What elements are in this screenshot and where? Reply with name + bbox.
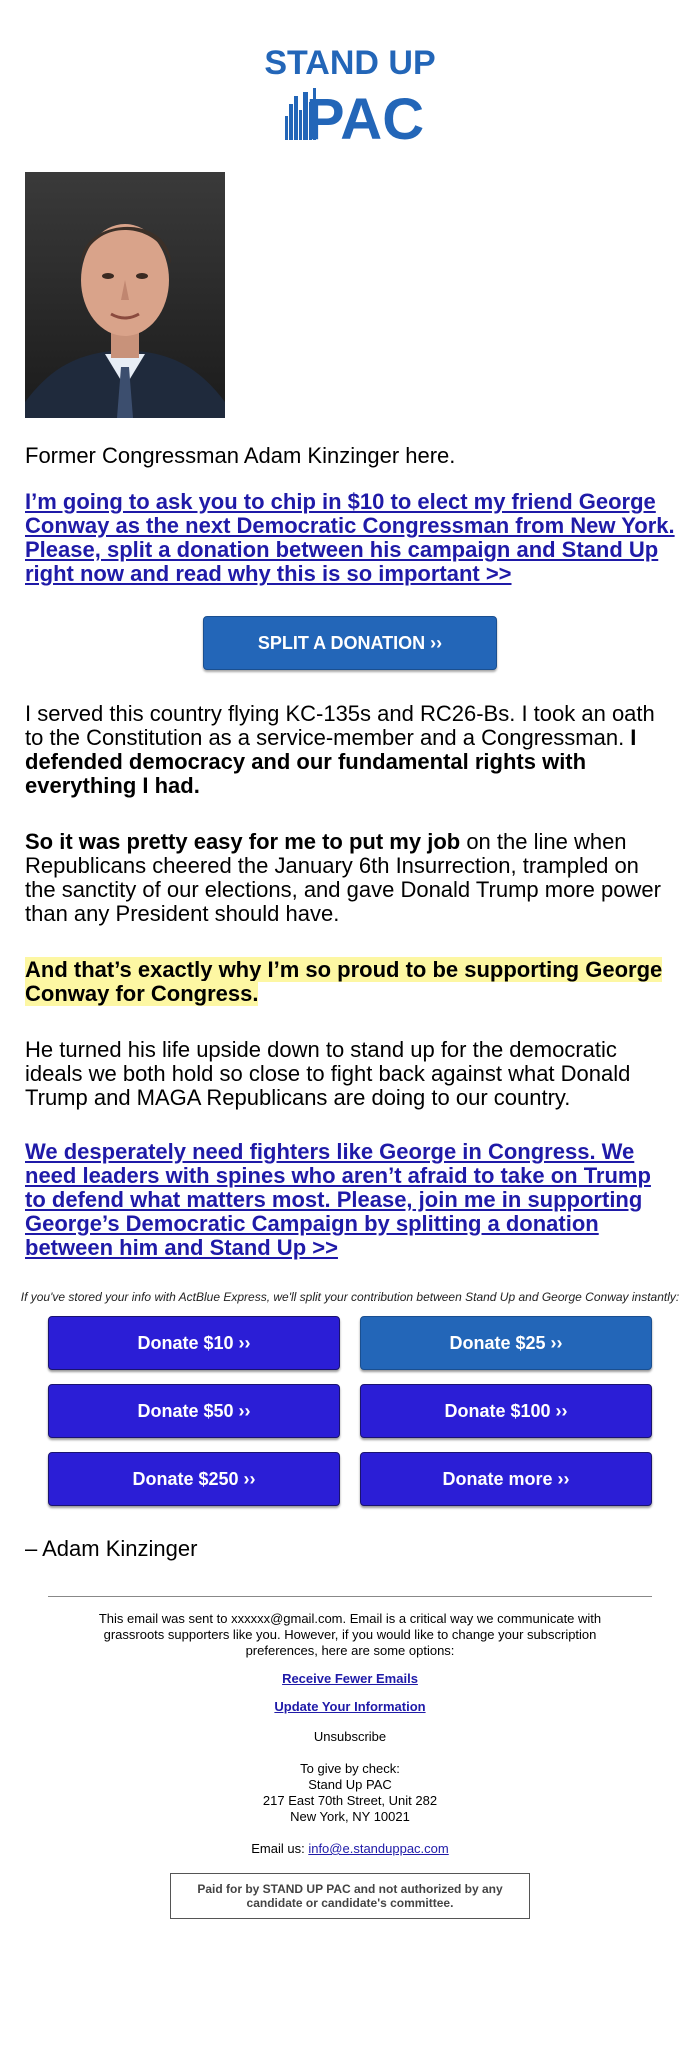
actblue-note: If you've stored your info with ActBlue Express, we'll split your contribution between Stand Up and George Conway instantly: [20,1290,680,1304]
paid-for-disclaimer: Paid for by STAND UP PAC and not authorized by any candidate or candidate's committee. [170,1873,530,1919]
donate-50-button[interactable]: Donate $50 ›› [48,1384,340,1438]
contact-email [70,1841,630,1857]
donate-25-button[interactable]: Donate $25 ›› [360,1316,652,1370]
paragraph-job [25,830,675,926]
stand-up-pac-logo[interactable] [0,0,700,152]
split-donation-button[interactable]: SPLIT A DONATION ›› [203,616,497,670]
donate-more-button[interactable]: Donate more ›› [360,1452,652,1506]
signature: – Adam Kinzinger [25,1536,198,1561]
email-link[interactable]: info@e.standuppac.com [308,1841,449,1856]
fighters-link[interactable]: We desperately need fighters like George in Congress. We need leaders with spines who aren’t afraid to take on Trump to defend what matters most. Please, join me in supporting George’s Democratic Campaign by splitting a donation between him and Stand Up >> [25,1139,651,1260]
paragraph-job-bold: So it was pretty easy for me to put my job [25,829,461,854]
paragraph-job-plain: on the line when Republicans cheered the January 6th Insurrection, trampled on the sanctity of our elections, and gave Donald Trump more power than any President should have. [25,829,661,926]
portrait-photo-icon [25,172,225,418]
donate-250-button[interactable]: Donate $250 ›› [48,1452,340,1506]
check-street: 217 East 70th Street, Unit 282 [262,1793,438,1808]
receive-fewer-emails-link[interactable]: Receive Fewer Emails [282,1671,418,1686]
logo-line1: STAND UP [264,44,436,82]
donate-10-button[interactable]: Donate $10 ›› [48,1316,340,1370]
highlighted-support-text: And that’s exactly why I’m so proud to be supporting George Conway for Congress. [25,957,663,1006]
intro-text: Former Congressman Adam Kinzinger here. [25,443,456,468]
paragraph-support [25,958,675,1006]
paragraph-service-bold: I defended democracy and our fundamental rights with everything I had. [25,725,637,798]
logo-line2: PAC [305,87,425,152]
logo-graphic [264,44,436,152]
paragraph-service [25,702,675,798]
check-label: To give by check: [300,1761,400,1776]
update-information-link[interactable]: Update Your Information [274,1699,426,1714]
check-name: Stand Up PAC [308,1777,392,1792]
footer-sent-to: This email was sent to xxxxxx@gmail.com. Email is a critical way we communicate with grassroots supporters like you. However, if you would like to change your subscription preferences, here are some options: [98,1611,602,1658]
ask-link[interactable]: I’m going to ask you to chip in $10 to elect my friend George Conway as the next Democratic Congressman from New York. Please, split a donation between his campaign and Stand Up right now and read why this is so important >> [25,489,675,586]
unsubscribe-link[interactable]: Unsubscribe [313,1729,387,1744]
paragraph-service-plain: I served this country flying KC-135s and RC26-Bs. I took an oath to the Constitution as a service-member and a Congressman. [25,701,655,750]
footer [0,1597,700,1857]
donate-100-button[interactable]: Donate $100 ›› [360,1384,652,1438]
donate-button-grid [48,1316,652,1506]
check-address [70,1761,630,1825]
portrait-photo [25,172,225,418]
paragraph-ideals: He turned his life upside down to stand up for the democratic ideals we both hold so close to fight back against what Donald Trump and MAGA Republicans are doing to our country. [25,1037,631,1110]
email-label: Email us: [251,1841,309,1856]
check-city: New York, NY 10021 [290,1809,410,1824]
